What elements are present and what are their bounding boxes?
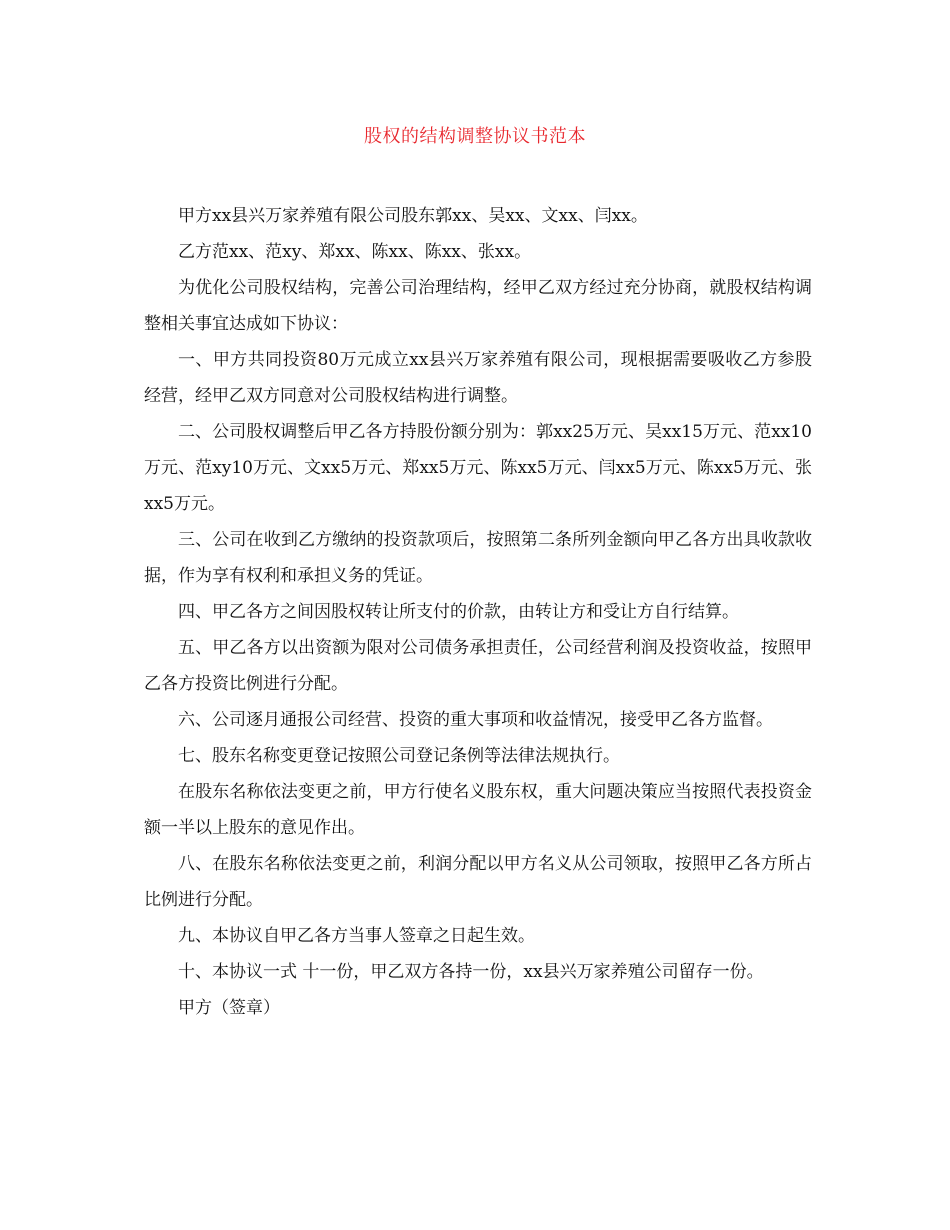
paragraph-clause-9: 九、本协议自甲乙各方当事人签章之日起生效。 — [178, 926, 535, 946]
paragraph-clause-8: 八、在股东名称依法变更之前，利润分配以甲方名义从公司领取，按照甲乙各方所占比例进行分配。 — [144, 854, 812, 910]
paragraph-clause-7-detail: 在股东名称依法变更之前，甲方行使名义股东权，重大问题决策应当按照代表投资金额一半以上股东的意见作出。 — [144, 782, 812, 838]
paragraph-clause-1: 一、甲方共同投资80万元成立xx县兴万家养殖有限公司，现根据需要吸收乙方参股经营，经甲乙双方同意对公司股权结构进行调整。 — [144, 350, 812, 406]
paragraph-clause-4: 四、甲乙各方之间因股权转让所支付的价款，由转让方和受让方自行结算。 — [178, 602, 739, 622]
paragraph-clause-2: 二、公司股权调整后甲乙各方持股份额分别为：郭xx25万元、吴xx15万元、范xx10万元、范xy10万元、文xx5万元、郑xx5万元、陈xx5万元、闫xx5万元、陈xx5万元、张xx5万元。 — [144, 422, 812, 514]
document-body — [144, 198, 812, 1026]
paragraph-preamble: 为优化公司股权结构，完善公司治理结构，经甲乙双方经过充分协商，就股权结构调整相关事宜达成如下协议： — [144, 278, 812, 334]
paragraph-clause-6: 六、公司逐月通报公司经营、投资的重大事项和收益情况，接受甲乙各方监督。 — [178, 710, 773, 730]
paragraph-clause-5: 五、甲乙各方以出资额为限对公司债务承担责任，公司经营利润及投资收益，按照甲乙各方投资比例进行分配。 — [144, 638, 812, 694]
signature-party-a: 甲方（签章） — [178, 998, 280, 1018]
document-title: 股权的结构调整协议书范本 — [364, 126, 586, 147]
paragraph-clause-10: 十、本协议一式 十一份，甲乙双方各持一份，xx县兴万家养殖公司留存一份。 — [178, 962, 764, 982]
paragraph-party-a: 甲方xx县兴万家养殖有限公司股东郭xx、吴xx、文xx、闫xx。 — [178, 206, 648, 226]
paragraph-party-b: 乙方范xx、范xy、郑xx、陈xx、陈xx、张xx。 — [178, 242, 532, 262]
paragraph-clause-3: 三、公司在收到乙方缴纳的投资款项后，按照第二条所列金额向甲乙各方出具收款收据，作为享有权利和承担义务的凭证。 — [144, 530, 812, 586]
paragraph-clause-7: 七、股东名称变更登记按照公司登记条例等法律法规执行。 — [178, 746, 620, 766]
